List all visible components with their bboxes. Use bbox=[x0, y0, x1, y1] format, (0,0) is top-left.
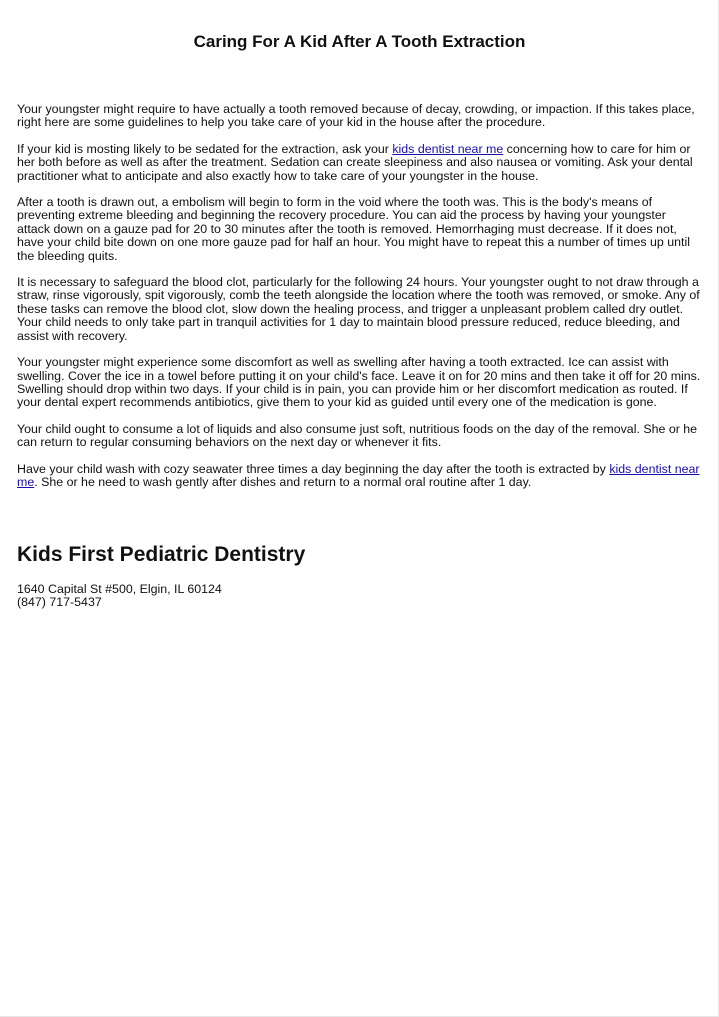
paragraph-rinse bbox=[17, 463, 701, 490]
paragraph-intro: Your youngster might require to have actually a tooth removed because of decay, crowding, or impaction. If this takes place, right here are some guidelines to help you take care of your kid in the house after the procedure. bbox=[17, 102, 695, 130]
page-title: Caring For A Kid After A Tooth Extraction bbox=[193, 32, 526, 51]
paragraph-rinse-text-start: Have your child wash with cozy seawater three times a day beginning the day after the tooth is extracted by bbox=[17, 461, 610, 476]
clinic-contact bbox=[17, 583, 222, 610]
clinic-phone: (847) 717-5437 bbox=[17, 595, 102, 610]
kids-dentist-link-2[interactable]: kids dentist near me bbox=[17, 461, 700, 489]
paragraph-swelling: Your youngster might experience some discomfort as well as swelling after having a tooth extracted. Ice can assist with swelling. Cover the ice in a towel before putting it on your child's face. Leave it on for 20 mins and then take it off for 20 mins. Swelling should drop within two days. If your child is in pain, you can provide him or her discomfort medication as routed. If your dental expert recommends antibiotics, give them to your kid as guided until every one of the medication is gone. bbox=[17, 355, 701, 410]
clinic-address: 1640 Capital St #500, Elgin, IL 60124 bbox=[17, 582, 222, 596]
clinic-name: Kids First Pediatric Dentistry bbox=[17, 543, 306, 566]
kids-dentist-link-1[interactable]: kids dentist near me bbox=[392, 141, 504, 156]
paragraph-protect-clot: It is necessary to safeguard the blood clot, particularly for the following 24 hours. Your youngster ought to not draw through a straw, rinse vigorously, spit vigorously, comb the teeth alongside the location where the tooth was removed, or smoke. Any of these tasks can remove the blood clot, slow down the healing process, and trigger a unpleasant problem called dry outlet. Your child needs to only take part in tranquil activities for 1 day to maintain blood pressure reduced, reduce bleeding, and assist with recovery. bbox=[17, 275, 700, 343]
paragraph-rinse-text-end: . She or he need to wash gently after dishes and return to a normal oral routine after 1 day. bbox=[34, 474, 532, 489]
article-body bbox=[17, 103, 701, 502]
paragraph-sedation-text-start: If your kid is mosting likely to be sedated for the extraction, ask your bbox=[17, 141, 393, 156]
paragraph-sedation-text-end: concerning how to care for him or her both before as well as after the treatment. Sedation can create sleepiness and also nausea or vomiting. Ask your dental practitioner what to anticipate and also exactly how to take care of your youngster in the house. bbox=[17, 141, 693, 183]
paragraph-sedation bbox=[17, 143, 701, 183]
paragraph-blood-clot-forming: After a tooth is drawn out, a embolism will begin to form in the void where the tooth was. This is the body's means of preventing extreme bleeding and beginning the recovery procedure. You can aid the process by having your youngster attack down on a gauze pad for 20 to 30 minutes after the tooth is removed. Hemorrhaging must decrease. If it does not, have your child bite down on one more gauze pad for half an hour. You might have to repeat this a number of times up until the bleeding quits. bbox=[17, 195, 690, 263]
paragraph-diet: Your child ought to consume a lot of liquids and also consume just soft, nutritious foods on the day of the removal. She or he can return to regular consuming behaviors on the next day or whenever it fits. bbox=[17, 421, 698, 450]
